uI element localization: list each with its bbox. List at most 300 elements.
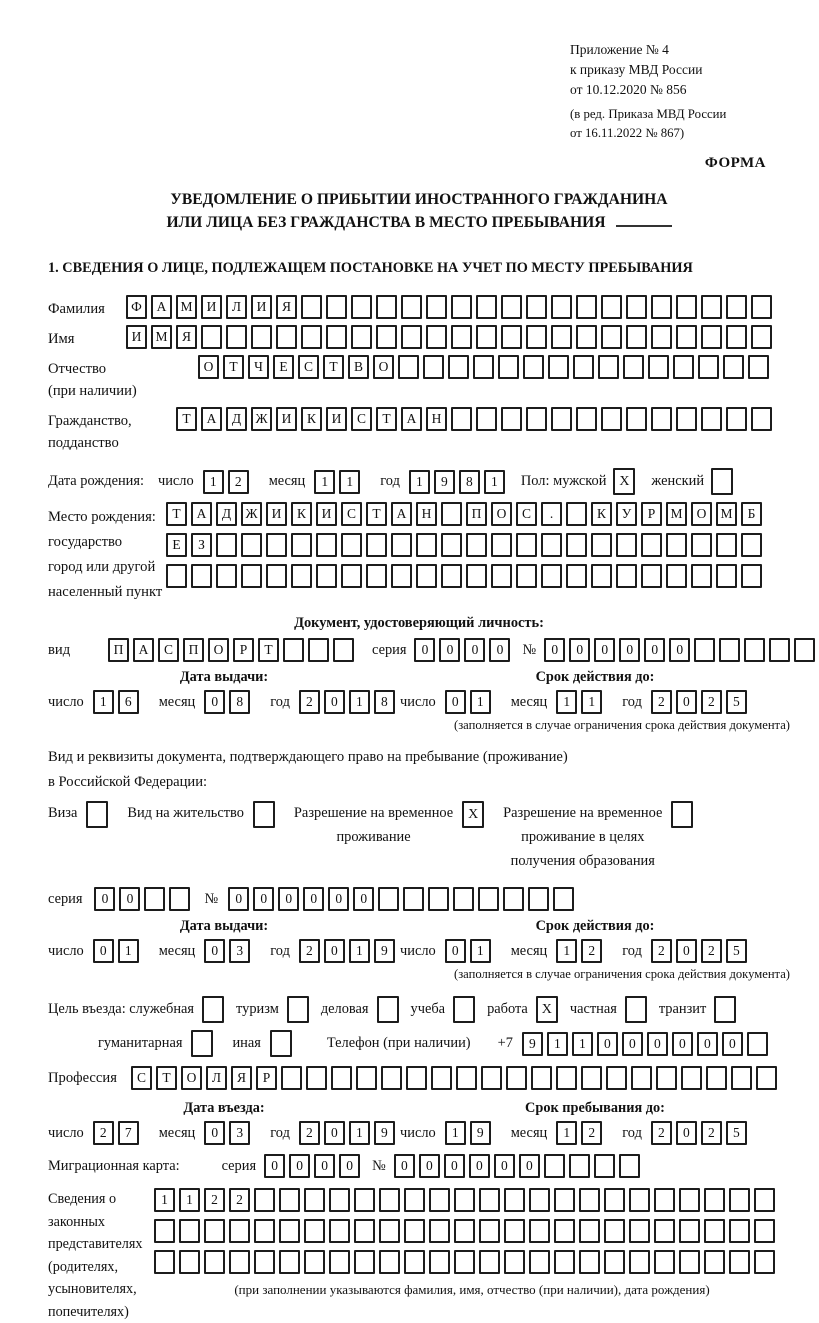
given-name-cell[interactable] bbox=[726, 325, 747, 349]
permit-valid-day-cell[interactable]: 1 bbox=[470, 939, 491, 963]
representatives-cell[interactable] bbox=[529, 1219, 550, 1243]
patronymic-cell[interactable] bbox=[598, 355, 619, 379]
identity-issue-year-cell[interactable]: 1 bbox=[349, 690, 370, 714]
phone-digit-cell[interactable]: 0 bbox=[647, 1032, 668, 1056]
phone-digit-cell[interactable]: 1 bbox=[547, 1032, 568, 1056]
citizenship-cell[interactable]: Ж bbox=[251, 407, 272, 431]
permit-number-cell[interactable]: 0 bbox=[303, 887, 324, 911]
representatives-cell[interactable] bbox=[504, 1219, 525, 1243]
birth-place-cell[interactable] bbox=[566, 502, 587, 526]
identity-issue-day-cell[interactable]: 1 bbox=[93, 690, 114, 714]
permit-number-cell[interactable] bbox=[378, 887, 399, 911]
representatives-cell[interactable] bbox=[379, 1250, 400, 1274]
representatives-cell[interactable] bbox=[579, 1188, 600, 1212]
given-name-cell[interactable] bbox=[226, 325, 247, 349]
representatives-cell[interactable] bbox=[254, 1219, 275, 1243]
purpose-study-checkbox[interactable] bbox=[453, 996, 475, 1023]
representatives-cell[interactable] bbox=[254, 1250, 275, 1274]
birth-month-cell[interactable]: 1 bbox=[314, 470, 335, 494]
citizenship-cell[interactable]: И bbox=[276, 407, 297, 431]
birth-place-cell[interactable] bbox=[566, 564, 587, 588]
citizenship-cell[interactable]: К bbox=[301, 407, 322, 431]
birth-place-cell[interactable] bbox=[466, 533, 487, 557]
birth-place-cell[interactable] bbox=[491, 533, 512, 557]
representatives-cell[interactable] bbox=[704, 1219, 725, 1243]
birth-place-cell[interactable] bbox=[566, 533, 587, 557]
doc-type-cell[interactable] bbox=[308, 638, 329, 662]
entry-month-cell[interactable]: 0 bbox=[204, 1121, 225, 1145]
citizenship-cell[interactable] bbox=[551, 407, 572, 431]
sex-male-checkbox[interactable]: X bbox=[613, 468, 635, 495]
representatives-cell[interactable] bbox=[204, 1250, 225, 1274]
doc-type-cell[interactable] bbox=[283, 638, 304, 662]
migration-number-cell[interactable]: 0 bbox=[419, 1154, 440, 1178]
patronymic-cell[interactable]: С bbox=[298, 355, 319, 379]
doc-type-cell[interactable]: П bbox=[183, 638, 204, 662]
birth-day-cell[interactable]: 2 bbox=[228, 470, 249, 494]
representatives-cell[interactable] bbox=[679, 1250, 700, 1274]
patronymic-cell[interactable]: Т bbox=[323, 355, 344, 379]
representatives-cell[interactable] bbox=[304, 1250, 325, 1274]
representatives-cell[interactable] bbox=[629, 1219, 650, 1243]
representatives-cell[interactable] bbox=[654, 1250, 675, 1274]
doc-type-cell[interactable]: А bbox=[133, 638, 154, 662]
birth-place-cell[interactable]: Ж bbox=[241, 502, 262, 526]
representatives-cell[interactable] bbox=[454, 1250, 475, 1274]
birth-place-cell[interactable] bbox=[541, 533, 562, 557]
doc-series-cell[interactable]: 0 bbox=[464, 638, 485, 662]
given-name-cell[interactable] bbox=[701, 325, 722, 349]
profession-cell[interactable] bbox=[656, 1066, 677, 1090]
identity-valid-year-cell[interactable]: 2 bbox=[651, 690, 672, 714]
representatives-cell[interactable] bbox=[279, 1188, 300, 1212]
birth-place-cell[interactable]: Н bbox=[416, 502, 437, 526]
representatives-cell[interactable] bbox=[429, 1250, 450, 1274]
birth-month-cell[interactable]: 1 bbox=[339, 470, 360, 494]
representatives-cell[interactable] bbox=[254, 1188, 275, 1212]
birth-place-cell[interactable] bbox=[216, 533, 237, 557]
citizenship-cell[interactable]: С bbox=[351, 407, 372, 431]
representatives-cell[interactable] bbox=[329, 1250, 350, 1274]
phone-digit-cell[interactable]: 9 bbox=[522, 1032, 543, 1056]
representatives-cell[interactable] bbox=[454, 1188, 475, 1212]
permit-number-cell[interactable]: 0 bbox=[328, 887, 349, 911]
sex-female-checkbox[interactable] bbox=[711, 468, 733, 495]
given-name-cell[interactable] bbox=[551, 325, 572, 349]
permit-issue-year-cell[interactable]: 0 bbox=[324, 939, 345, 963]
citizenship-cell[interactable] bbox=[501, 407, 522, 431]
birth-place-cell[interactable] bbox=[391, 564, 412, 588]
profession-cell[interactable] bbox=[406, 1066, 427, 1090]
residence-permit-checkbox[interactable] bbox=[253, 801, 275, 828]
representatives-cell[interactable] bbox=[679, 1219, 700, 1243]
representatives-cell[interactable] bbox=[304, 1219, 325, 1243]
patronymic-cell[interactable] bbox=[698, 355, 719, 379]
citizenship-cell[interactable] bbox=[676, 407, 697, 431]
profession-cell[interactable]: Я bbox=[231, 1066, 252, 1090]
birth-place-cell[interactable] bbox=[516, 564, 537, 588]
phone-digit-cell[interactable]: 1 bbox=[572, 1032, 593, 1056]
birth-place-cell[interactable] bbox=[541, 564, 562, 588]
representatives-cell[interactable] bbox=[279, 1250, 300, 1274]
permit-issue-year-cell[interactable]: 2 bbox=[299, 939, 320, 963]
representatives-cell[interactable] bbox=[504, 1250, 525, 1274]
birth-place-cell[interactable]: А bbox=[191, 502, 212, 526]
migration-number-cell[interactable]: 0 bbox=[494, 1154, 515, 1178]
given-name-cell[interactable] bbox=[476, 325, 497, 349]
patronymic-cell[interactable] bbox=[423, 355, 444, 379]
birth-place-cell[interactable]: О bbox=[491, 502, 512, 526]
patronymic-cell[interactable] bbox=[548, 355, 569, 379]
representatives-cell[interactable] bbox=[729, 1250, 750, 1274]
permit-valid-year-cell[interactable]: 2 bbox=[651, 939, 672, 963]
migration-series-cell[interactable]: 0 bbox=[314, 1154, 335, 1178]
doc-type-cell[interactable] bbox=[333, 638, 354, 662]
given-name-cell[interactable] bbox=[276, 325, 297, 349]
citizenship-cell[interactable] bbox=[476, 407, 497, 431]
representatives-cell[interactable] bbox=[554, 1219, 575, 1243]
birth-place-cell[interactable] bbox=[516, 533, 537, 557]
birth-place-cell[interactable] bbox=[266, 533, 287, 557]
representatives-cell[interactable] bbox=[229, 1219, 250, 1243]
surname-cell[interactable]: А bbox=[151, 295, 172, 319]
profession-cell[interactable] bbox=[556, 1066, 577, 1090]
entry-year-cell[interactable]: 2 bbox=[299, 1121, 320, 1145]
patronymic-cell[interactable] bbox=[748, 355, 769, 379]
profession-cell[interactable] bbox=[431, 1066, 452, 1090]
surname-cell[interactable] bbox=[701, 295, 722, 319]
given-name-cell[interactable] bbox=[451, 325, 472, 349]
birth-place-cell[interactable] bbox=[616, 533, 637, 557]
birth-place-cell[interactable]: К bbox=[291, 502, 312, 526]
representatives-cell[interactable] bbox=[729, 1188, 750, 1212]
identity-valid-month-cell[interactable]: 1 bbox=[581, 690, 602, 714]
birth-place-cell[interactable] bbox=[691, 564, 712, 588]
purpose-private-checkbox[interactable] bbox=[625, 996, 647, 1023]
permit-valid-year-cell[interactable]: 2 bbox=[701, 939, 722, 963]
doc-type-cell[interactable]: С bbox=[158, 638, 179, 662]
birth-place-cell[interactable]: М bbox=[716, 502, 737, 526]
surname-cell[interactable] bbox=[601, 295, 622, 319]
migration-series-cell[interactable]: 0 bbox=[289, 1154, 310, 1178]
birth-place-cell[interactable] bbox=[241, 533, 262, 557]
surname-cell[interactable] bbox=[301, 295, 322, 319]
birth-place-cell[interactable] bbox=[216, 564, 237, 588]
birth-year-cell[interactable]: 8 bbox=[459, 470, 480, 494]
permit-valid-month-cell[interactable]: 1 bbox=[556, 939, 577, 963]
doc-series-cell[interactable]: 0 bbox=[439, 638, 460, 662]
representatives-cell[interactable] bbox=[704, 1188, 725, 1212]
representatives-cell[interactable] bbox=[154, 1219, 175, 1243]
entry-year-cell[interactable]: 1 bbox=[349, 1121, 370, 1145]
identity-issue-month-cell[interactable]: 0 bbox=[204, 690, 225, 714]
patronymic-cell[interactable] bbox=[523, 355, 544, 379]
given-name-cell[interactable] bbox=[526, 325, 547, 349]
birth-place-cell[interactable] bbox=[441, 502, 462, 526]
migration-number-cell[interactable] bbox=[594, 1154, 615, 1178]
given-name-cell[interactable] bbox=[651, 325, 672, 349]
citizenship-cell[interactable] bbox=[601, 407, 622, 431]
phone-digit-cell[interactable]: 0 bbox=[697, 1032, 718, 1056]
migration-number-cell[interactable] bbox=[569, 1154, 590, 1178]
identity-issue-year-cell[interactable]: 2 bbox=[299, 690, 320, 714]
representatives-cell[interactable] bbox=[679, 1188, 700, 1212]
representatives-cell[interactable] bbox=[179, 1250, 200, 1274]
entry-day-cell[interactable]: 7 bbox=[118, 1121, 139, 1145]
permit-valid-day-cell[interactable]: 0 bbox=[445, 939, 466, 963]
surname-cell[interactable]: И bbox=[201, 295, 222, 319]
representatives-cell[interactable] bbox=[604, 1188, 625, 1212]
birth-place-cell[interactable] bbox=[641, 564, 662, 588]
doc-type-cell[interactable]: Р bbox=[233, 638, 254, 662]
representatives-cell[interactable] bbox=[654, 1188, 675, 1212]
visa-checkbox[interactable] bbox=[86, 801, 108, 828]
birth-place-cell[interactable]: . bbox=[541, 502, 562, 526]
patronymic-cell[interactable] bbox=[573, 355, 594, 379]
representatives-cell[interactable] bbox=[754, 1219, 775, 1243]
representatives-cell[interactable]: 1 bbox=[179, 1188, 200, 1212]
stay-year-cell[interactable]: 2 bbox=[651, 1121, 672, 1145]
edu-permit-checkbox[interactable] bbox=[671, 801, 693, 828]
surname-cell[interactable] bbox=[501, 295, 522, 319]
birth-place-cell[interactable] bbox=[741, 533, 762, 557]
identity-valid-day-cell[interactable]: 0 bbox=[445, 690, 466, 714]
birth-place-cell[interactable]: Т bbox=[366, 502, 387, 526]
given-name-cell[interactable] bbox=[326, 325, 347, 349]
representatives-cell[interactable] bbox=[729, 1219, 750, 1243]
representatives-cell[interactable] bbox=[554, 1250, 575, 1274]
permit-number-cell[interactable] bbox=[478, 887, 499, 911]
representatives-cell[interactable] bbox=[154, 1250, 175, 1274]
birth-place-cell[interactable]: Т bbox=[166, 502, 187, 526]
surname-cell[interactable] bbox=[476, 295, 497, 319]
surname-cell[interactable] bbox=[326, 295, 347, 319]
birth-place-cell[interactable]: Б bbox=[741, 502, 762, 526]
permit-series-cell[interactable] bbox=[169, 887, 190, 911]
permit-number-cell[interactable] bbox=[503, 887, 524, 911]
citizenship-cell[interactable] bbox=[451, 407, 472, 431]
patronymic-cell[interactable] bbox=[498, 355, 519, 379]
stay-month-cell[interactable]: 2 bbox=[581, 1121, 602, 1145]
representatives-cell[interactable] bbox=[704, 1250, 725, 1274]
birth-place-cell[interactable]: А bbox=[391, 502, 412, 526]
representatives-cell[interactable]: 2 bbox=[229, 1188, 250, 1212]
citizenship-cell[interactable]: Т bbox=[176, 407, 197, 431]
given-name-cell[interactable] bbox=[751, 325, 772, 349]
profession-cell[interactable] bbox=[581, 1066, 602, 1090]
citizenship-cell[interactable] bbox=[751, 407, 772, 431]
surname-cell[interactable] bbox=[651, 295, 672, 319]
doc-number-cell[interactable]: 0 bbox=[669, 638, 690, 662]
identity-valid-day-cell[interactable]: 1 bbox=[470, 690, 491, 714]
patronymic-cell[interactable]: Ч bbox=[248, 355, 269, 379]
birth-place-cell[interactable]: Р bbox=[641, 502, 662, 526]
representatives-cell[interactable] bbox=[654, 1219, 675, 1243]
given-name-cell[interactable] bbox=[676, 325, 697, 349]
surname-cell[interactable]: М bbox=[176, 295, 197, 319]
permit-valid-year-cell[interactable]: 5 bbox=[726, 939, 747, 963]
birth-day-cell[interactable]: 1 bbox=[203, 470, 224, 494]
surname-cell[interactable] bbox=[526, 295, 547, 319]
purpose-humanitarian-checkbox[interactable] bbox=[191, 1030, 213, 1057]
birth-place-cell[interactable] bbox=[416, 564, 437, 588]
doc-type-cell[interactable]: Т bbox=[258, 638, 279, 662]
identity-valid-year-cell[interactable]: 2 bbox=[701, 690, 722, 714]
entry-year-cell[interactable]: 9 bbox=[374, 1121, 395, 1145]
birth-place-cell[interactable] bbox=[666, 564, 687, 588]
birth-place-cell[interactable] bbox=[241, 564, 262, 588]
permit-series-cell[interactable]: 0 bbox=[119, 887, 140, 911]
patronymic-cell[interactable] bbox=[398, 355, 419, 379]
identity-issue-month-cell[interactable]: 8 bbox=[229, 690, 250, 714]
birth-place-cell[interactable] bbox=[291, 533, 312, 557]
birth-place-cell[interactable]: Е bbox=[166, 533, 187, 557]
profession-cell[interactable]: Л bbox=[206, 1066, 227, 1090]
representatives-cell[interactable] bbox=[379, 1188, 400, 1212]
patronymic-cell[interactable]: Е bbox=[273, 355, 294, 379]
given-name-cell[interactable] bbox=[251, 325, 272, 349]
surname-cell[interactable]: Я bbox=[276, 295, 297, 319]
birth-place-cell[interactable] bbox=[616, 564, 637, 588]
permit-issue-month-cell[interactable]: 3 bbox=[229, 939, 250, 963]
profession-cell[interactable] bbox=[481, 1066, 502, 1090]
birth-place-cell[interactable]: И bbox=[316, 502, 337, 526]
given-name-cell[interactable] bbox=[401, 325, 422, 349]
profession-cell[interactable] bbox=[681, 1066, 702, 1090]
citizenship-cell[interactable]: Н bbox=[426, 407, 447, 431]
citizenship-cell[interactable] bbox=[701, 407, 722, 431]
surname-cell[interactable] bbox=[576, 295, 597, 319]
profession-cell[interactable] bbox=[756, 1066, 777, 1090]
given-name-cell[interactable]: И bbox=[126, 325, 147, 349]
surname-cell[interactable] bbox=[401, 295, 422, 319]
profession-cell[interactable]: С bbox=[131, 1066, 152, 1090]
given-name-cell[interactable] bbox=[376, 325, 397, 349]
doc-number-cell[interactable] bbox=[794, 638, 815, 662]
phone-digit-cell[interactable]: 0 bbox=[672, 1032, 693, 1056]
citizenship-cell[interactable] bbox=[626, 407, 647, 431]
birth-place-cell[interactable] bbox=[341, 564, 362, 588]
representatives-cell[interactable]: 1 bbox=[154, 1188, 175, 1212]
migration-number-cell[interactable]: 0 bbox=[394, 1154, 415, 1178]
surname-cell[interactable] bbox=[751, 295, 772, 319]
given-name-cell[interactable] bbox=[426, 325, 447, 349]
birth-place-cell[interactable] bbox=[716, 564, 737, 588]
representatives-cell[interactable] bbox=[529, 1188, 550, 1212]
phone-digit-cell[interactable]: 0 bbox=[722, 1032, 743, 1056]
stay-year-cell[interactable]: 2 bbox=[701, 1121, 722, 1145]
permit-valid-year-cell[interactable]: 0 bbox=[676, 939, 697, 963]
temp-permit-checkbox[interactable]: X bbox=[462, 801, 484, 828]
stay-month-cell[interactable]: 1 bbox=[556, 1121, 577, 1145]
patronymic-cell[interactable] bbox=[473, 355, 494, 379]
purpose-transit-checkbox[interactable] bbox=[714, 996, 736, 1023]
doc-series-cell[interactable]: 0 bbox=[414, 638, 435, 662]
profession-cell[interactable]: Т bbox=[156, 1066, 177, 1090]
identity-valid-year-cell[interactable]: 5 bbox=[726, 690, 747, 714]
birth-place-cell[interactable] bbox=[741, 564, 762, 588]
given-name-cell[interactable] bbox=[601, 325, 622, 349]
representatives-cell[interactable] bbox=[404, 1219, 425, 1243]
permit-number-cell[interactable] bbox=[403, 887, 424, 911]
representatives-cell[interactable] bbox=[279, 1219, 300, 1243]
patronymic-cell[interactable] bbox=[648, 355, 669, 379]
doc-number-cell[interactable] bbox=[769, 638, 790, 662]
purpose-official-checkbox[interactable] bbox=[202, 996, 224, 1023]
permit-number-cell[interactable] bbox=[528, 887, 549, 911]
citizenship-cell[interactable]: И bbox=[326, 407, 347, 431]
permit-issue-month-cell[interactable]: 0 bbox=[204, 939, 225, 963]
permit-number-cell[interactable]: 0 bbox=[228, 887, 249, 911]
birth-place-cell[interactable] bbox=[391, 533, 412, 557]
patronymic-cell[interactable] bbox=[623, 355, 644, 379]
representatives-cell[interactable] bbox=[454, 1219, 475, 1243]
citizenship-cell[interactable]: Т bbox=[376, 407, 397, 431]
permit-number-cell[interactable]: 0 bbox=[353, 887, 374, 911]
given-name-cell[interactable] bbox=[201, 325, 222, 349]
birth-place-cell[interactable] bbox=[491, 564, 512, 588]
citizenship-cell[interactable] bbox=[726, 407, 747, 431]
birth-year-cell[interactable]: 1 bbox=[409, 470, 430, 494]
profession-cell[interactable] bbox=[306, 1066, 327, 1090]
phone-digit-cell[interactable]: 0 bbox=[597, 1032, 618, 1056]
birth-place-cell[interactable]: К bbox=[591, 502, 612, 526]
birth-year-cell[interactable]: 9 bbox=[434, 470, 455, 494]
profession-cell[interactable] bbox=[356, 1066, 377, 1090]
birth-place-cell[interactable]: Д bbox=[216, 502, 237, 526]
profession-cell[interactable] bbox=[456, 1066, 477, 1090]
birth-place-cell[interactable] bbox=[591, 533, 612, 557]
representatives-cell[interactable] bbox=[604, 1219, 625, 1243]
birth-place-cell[interactable]: О bbox=[691, 502, 712, 526]
surname-cell[interactable]: И bbox=[251, 295, 272, 319]
purpose-tourism-checkbox[interactable] bbox=[287, 996, 309, 1023]
identity-issue-day-cell[interactable]: 6 bbox=[118, 690, 139, 714]
doc-number-cell[interactable] bbox=[694, 638, 715, 662]
purpose-business-checkbox[interactable] bbox=[377, 996, 399, 1023]
purpose-work-checkbox[interactable]: X bbox=[536, 996, 558, 1023]
birth-place-cell[interactable]: И bbox=[266, 502, 287, 526]
surname-cell[interactable] bbox=[626, 295, 647, 319]
representatives-cell[interactable] bbox=[604, 1250, 625, 1274]
doc-type-cell[interactable]: О bbox=[208, 638, 229, 662]
representatives-cell[interactable] bbox=[354, 1250, 375, 1274]
doc-number-cell[interactable]: 0 bbox=[619, 638, 640, 662]
permit-number-cell[interactable] bbox=[553, 887, 574, 911]
citizenship-cell[interactable]: А bbox=[201, 407, 222, 431]
profession-cell[interactable] bbox=[531, 1066, 552, 1090]
birth-place-cell[interactable] bbox=[416, 533, 437, 557]
profession-cell[interactable] bbox=[631, 1066, 652, 1090]
representatives-cell[interactable] bbox=[754, 1250, 775, 1274]
representatives-cell[interactable] bbox=[429, 1188, 450, 1212]
identity-valid-year-cell[interactable]: 0 bbox=[676, 690, 697, 714]
permit-number-cell[interactable]: 0 bbox=[278, 887, 299, 911]
stay-day-cell[interactable]: 9 bbox=[470, 1121, 491, 1145]
representatives-cell[interactable] bbox=[404, 1188, 425, 1212]
doc-number-cell[interactable]: 0 bbox=[569, 638, 590, 662]
citizenship-cell[interactable] bbox=[576, 407, 597, 431]
birth-place-cell[interactable]: П bbox=[466, 502, 487, 526]
representatives-cell[interactable] bbox=[379, 1219, 400, 1243]
patronymic-cell[interactable]: О bbox=[373, 355, 394, 379]
doc-number-cell[interactable]: 0 bbox=[644, 638, 665, 662]
birth-place-cell[interactable]: У bbox=[616, 502, 637, 526]
patronymic-cell[interactable] bbox=[673, 355, 694, 379]
patronymic-cell[interactable]: Т bbox=[223, 355, 244, 379]
permit-issue-day-cell[interactable]: 0 bbox=[93, 939, 114, 963]
permit-number-cell[interactable] bbox=[428, 887, 449, 911]
